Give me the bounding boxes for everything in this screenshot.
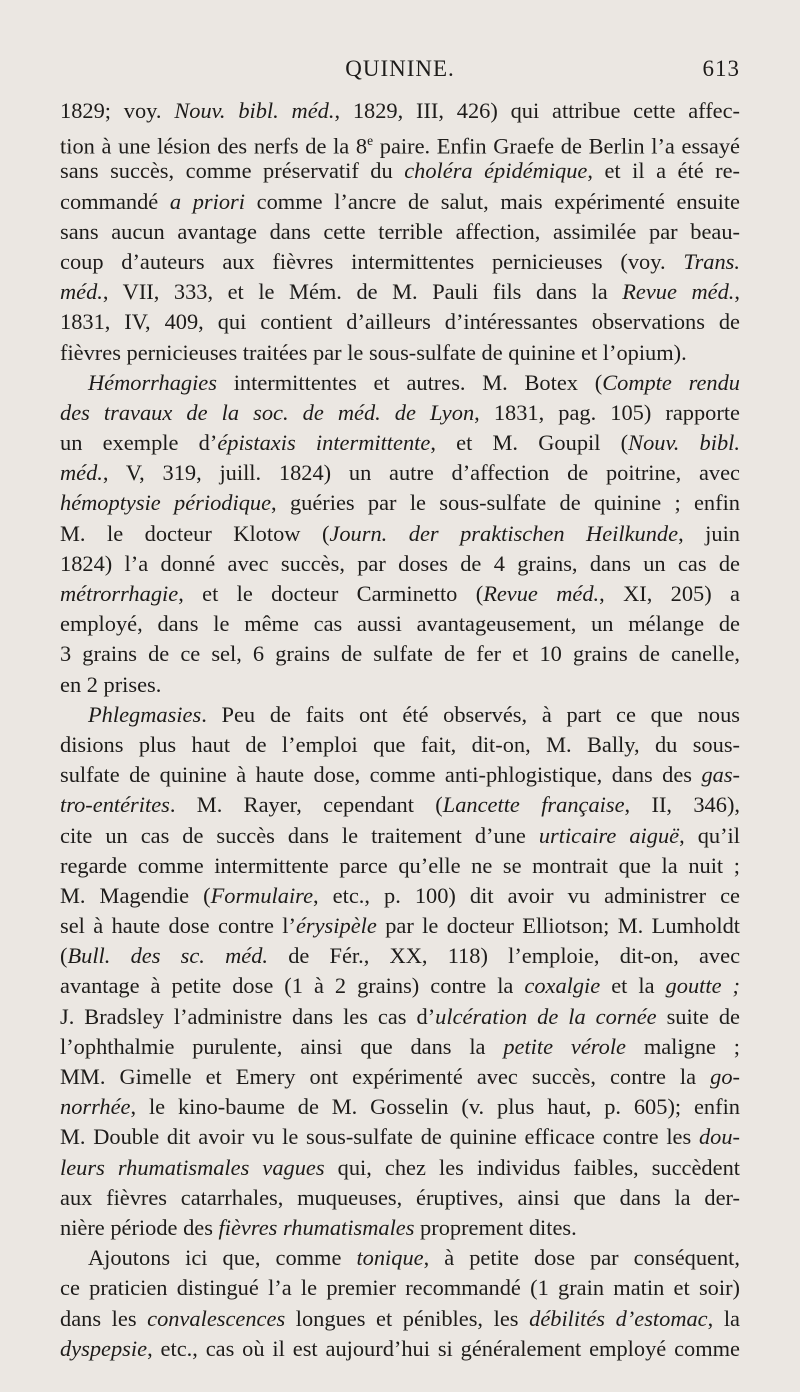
text-line: regarde comme intermittente parce qu’elle ne se montrait que la nuit ; — [60, 852, 740, 878]
text-line: sans succès, comme préservatif du choléra épidémique, et il a été re- — [60, 158, 740, 184]
text-line: Phlegmasies. Peu de faits ont été observés, à part ce que nous — [88, 701, 740, 727]
text-line: fièvres pernicieuses traitées par le sous-sulfate de quinine et l’opium). — [60, 339, 687, 365]
text-line: sulfate de quinine à haute dose, comme anti-phlogistique, dans des gas- — [60, 762, 740, 788]
text-line: nière période des fièvres rhumatismales proprement dites. — [60, 1214, 577, 1240]
text-line: méd., V, 319, juill. 1824) un autre d’affection de poitrine, avec — [60, 460, 740, 486]
text-line: M. le docteur Klotow (Journ. der praktischen Heilkunde, juin — [60, 520, 741, 546]
text-line: disions plus haut de l’emploi que fait, dit-on, M. Bally, du sous- — [60, 731, 740, 757]
text-line: avantage à petite dose (1 à 2 grains) contre la coxalgie et la goutte ; — [60, 973, 740, 999]
text-line: métrorrhagie, et le docteur Carminetto (Revue méd., XI, 205) a — [60, 581, 740, 606]
page-body-text — [60, 96, 740, 1364]
text-line: 3 grains de ce sel, 6 grains de sulfate de fer et 10 grains de canelle, — [60, 641, 740, 667]
text-line: 1829; voy. Nouv. bibl. méd., 1829, III, 426) qui attribue cette affec- — [60, 98, 741, 123]
text-line: cite un cas de succès dans le traitement d’une urticaire aiguë, qu’il — [60, 822, 740, 848]
text-line: coup d’auteurs aux fièvres intermittentes pernicieuses (voy. Trans. — [60, 248, 740, 274]
text-line: (Bull. des sc. méd. de Fér., XX, 118) l’emploie, dit-on, avec — [60, 943, 741, 969]
text-line: Ajoutons ici que, comme tonique, à petite dose par conséquent, — [88, 1245, 740, 1271]
text-line: méd., VII, 333, et le Mém. de M. Pauli fils dans la Revue méd., — [60, 279, 740, 305]
text-line: 1824) l’a donné avec succès, par doses de 4 grains, dans un cas de — [60, 550, 740, 576]
text-line: M. Double dit avoir vu le sous-sulfate de quinine efficace contre les dou- — [60, 1124, 740, 1150]
text-line: dans les convalescences longues et pénibles, les débilités d’estomac, la — [60, 1305, 740, 1331]
text-line: hémoptysie périodique, guéries par le sous-sulfate de quinine ; enfin — [60, 490, 740, 516]
text-line: en 2 prises. — [60, 671, 162, 697]
text-line: dyspepsie, etc., cas où il est aujourd’hui si généralement employé comme — [60, 1335, 740, 1361]
text-line: tro-entérites. M. Rayer, cependant (Lancette française, II, 346), — [60, 792, 740, 818]
text-line: sel à haute dose contre l’érysipèle par le docteur Elliotson; M. Lumholdt — [60, 913, 740, 939]
text-line: Hémorrhagies intermittentes et autres. M. Botex (Compte rendu — [88, 369, 740, 395]
text-line: 1831, IV, 409, qui contient d’ailleurs d’intéressantes observations de — [60, 309, 740, 335]
text-line: un exemple d’épistaxis intermittente, et M. Goupil (Nouv. bibl. — [60, 430, 740, 456]
text-line: des travaux de la soc. de méd. de Lyon, 1831, pag. 105) rapporte — [60, 399, 740, 425]
text-line: tion à une lésion des nerfs de la 8e paire. Enfin Graefe de Berlin l’a essayé — [60, 133, 740, 159]
running-title: QUININE. — [345, 56, 455, 81]
text-line: norrhée, le kino-baume de M. Gosselin (v. plus haut, p. 605); enfin — [60, 1094, 740, 1120]
text-line: employé, dans le même cas aussi avantageusement, un mélange de — [60, 611, 740, 637]
text-line: l’ophthalmie purulente, ainsi que dans la petite vérole maligne ; — [60, 1033, 740, 1059]
running-header — [60, 56, 740, 96]
text-line: MM. Gimelle et Emery ont expérimenté avec succès, contre la go- — [60, 1064, 740, 1089]
text-line: J. Bradsley l’administre dans les cas d’ulcération de la cornée suite de — [60, 1003, 740, 1029]
text-line: leurs rhumatismales vagues qui, chez les individus faibles, succèdent — [60, 1154, 740, 1180]
text-line: ce praticien distingué l’a le premier recommandé (1 grain matin et soir) — [60, 1275, 740, 1301]
text-line: aux fièvres catarrhales, muqueuses, éruptives, ainsi que dans la der- — [60, 1184, 740, 1210]
page-number: 613 — [702, 56, 740, 81]
text-line: commandé a priori comme l’ancre de salut, mais expérimenté ensuite — [60, 188, 740, 214]
text-line: M. Magendie (Formulaire, etc., p. 100) dit avoir vu administrer ce — [60, 882, 740, 908]
text-line: sans aucun avantage dans cette terrible affection, assimilée par beau- — [60, 218, 740, 244]
